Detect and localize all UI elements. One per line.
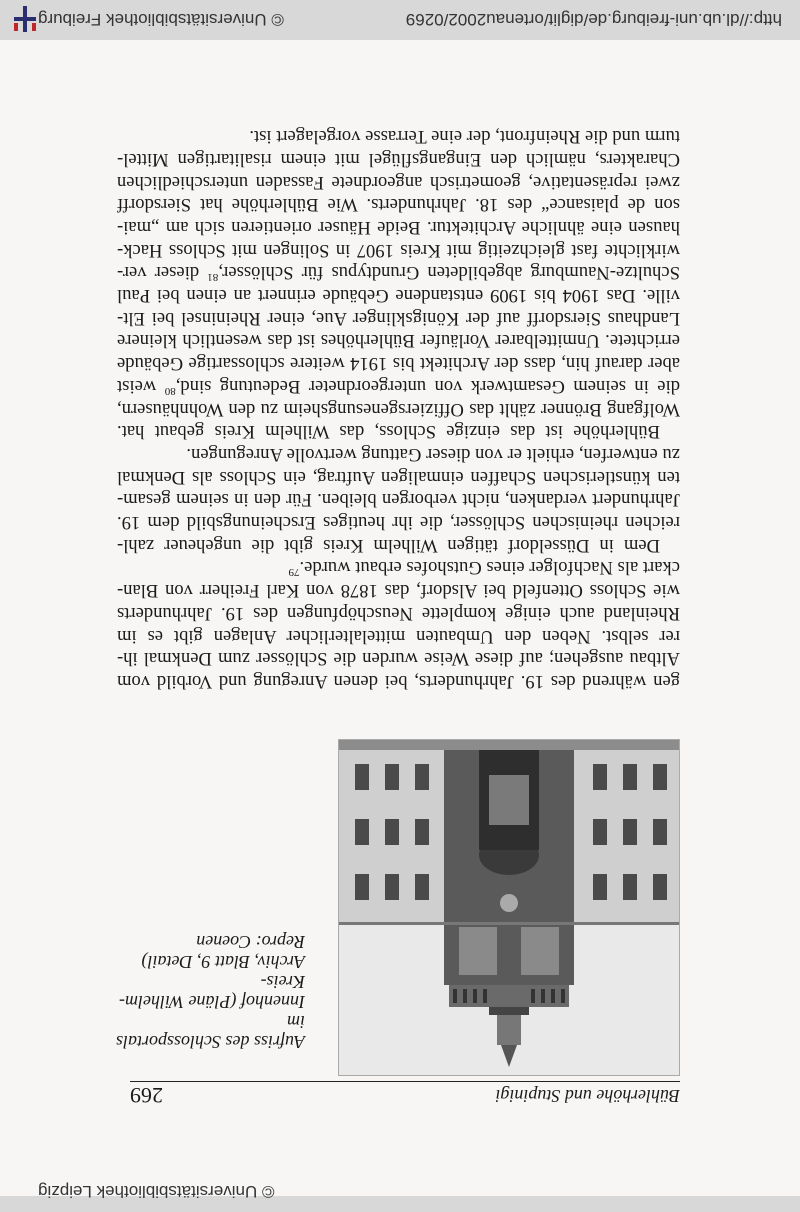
caption-line: Aufriss des Schlossportals im: [115, 1012, 305, 1052]
library-label-leipzig: © Universitätsbibliothek Leipzig: [38, 1182, 275, 1201]
text-line-content: Rheinland auch einige komplette Neuschöpfungen des 19. Jahrhunderts: [117, 602, 680, 624]
text-line-content: gen während des 19. Jahrhunderts, bei denen Anregung und Vorbild vom: [117, 671, 680, 692]
caption-line: Archiv, Blatt 9, Detail): [141, 952, 305, 972]
text-line-content: errichtete. Unmittelbarer Vorläufer Bühlerhöhes ist das wesentlich kleinere: [117, 330, 680, 352]
text-line: [117, 238, 680, 261]
text-line: [117, 306, 680, 329]
text-line: [117, 170, 680, 193]
text-line: [117, 556, 680, 579]
text-line-content: Landhaus Siersdorff auf der Königsklinger Aue, einer Rheininsel bei Elt-: [117, 307, 680, 329]
text-line: [117, 488, 680, 511]
page-header: [130, 1081, 680, 1108]
text-line-content: Altbau ausgehen; auf diese Weise wurden die Schlösser zum Denkmal ih-: [117, 648, 680, 670]
figure-caption: [105, 932, 305, 1052]
text-line-content: Dem in Düsseldorf tätigen Wilhelm Kreis gibt die ungeheuer zahl-: [117, 534, 660, 556]
text-line: [117, 510, 680, 533]
text-line: [117, 374, 680, 397]
text-line: [117, 261, 680, 284]
footnote-marker: 80: [164, 385, 176, 398]
library-logo-icon: [10, 4, 40, 34]
text-line-content: hausen eine ähnliche Architektur. Beide Häuser orientieren sich am „mai-: [117, 216, 680, 238]
source-url[interactable]: http://dl.ub.uni-freiburg.de/diglit/ortenau2002/0269: [405, 10, 782, 29]
text-line-content: zu entwerfen, erhielt er von dieser Gattung wertvolle Anregungen.: [186, 443, 680, 465]
text-line: [117, 442, 680, 465]
running-title: Bühlerhöhe und Stupinigi: [495, 1086, 680, 1106]
text-line-content: Jahrhundert verdanken, nicht verborgen bleiben. Für den in seinem gesam-: [117, 489, 680, 511]
library-label-freiburg: © Universitätsbibliothek Freiburg: [38, 10, 284, 29]
portal-elevation-figure: [338, 739, 680, 1076]
footnote-marker: 79: [288, 566, 300, 579]
text-line: [117, 147, 680, 170]
text-line-content: wie Schloss Ottenfeld bei Alsdorf, das 1878 von Karl Freiherr von Blan-: [117, 580, 680, 602]
text-line-content: ville. Das 1904 bis 1909 entstandene Gebäude erinnert an einen bei Paul: [117, 285, 680, 307]
text-line: [117, 624, 680, 647]
text-line: [117, 420, 680, 443]
text-line-content: turm und die Rheinfront, der eine Terrasse vorgelagert ist.: [249, 126, 680, 148]
text-line-content: ckart als Nachfolger eines Gutshofes erbaut wurde.: [299, 557, 680, 579]
text-line-content: son de plaisance“ des 18. Jahrhunderts. Wie Bühlerhöhe hat Siersdorff: [117, 194, 680, 216]
text-line-content: Schultze-Naumburg abgebildeten Grundtypus für Schlösser,: [218, 262, 680, 284]
caption-line: Repro: Coenen: [196, 932, 305, 952]
footnote-marker: 81: [207, 271, 219, 284]
text-line: [117, 124, 680, 147]
text-line-content: rer selbst. Neben den Umbauten mittelalterlicher Anlagen gibt es im: [117, 625, 680, 647]
text-line-content: ten künstlerischen Schaffen einmaligen Auftrag, ein Schloss als Denkmal: [117, 466, 680, 488]
text-line: [117, 601, 680, 624]
text-line: [117, 669, 680, 692]
text-line: [117, 533, 680, 556]
text-line-content: wirklichte fast gleichzeitig mit Kreis 1907 in Solingen mit Schloss Hack-: [117, 239, 680, 261]
portal-elevation-drawing: [339, 740, 679, 1075]
text-line: [117, 351, 680, 374]
caption-line: Innenhof (Pläne Wilhelm-Kreis-: [119, 972, 305, 1012]
text-line-content: die in seinem Gesamtwerk von untergeordneter Bedeutung sind,: [175, 375, 680, 397]
text-line-content: Wolfgang Brönner zählt das Offiziersgenesungsheim zu den Wohnhäusern,: [117, 398, 680, 420]
text-line-tail: weist: [117, 375, 165, 397]
scanner-bar-leipzig: [0, 1182, 800, 1212]
text-line: [117, 465, 680, 488]
text-line: [117, 215, 680, 238]
text-line: [117, 397, 680, 420]
text-line-content: reichen rheinischen Schlösser, die ihr heutiges Erscheinungsbild dem 19.: [117, 512, 680, 534]
text-line-content: Charakters, nämlich den Eingangsflügel mit einem risalitartigen Mittel-: [117, 148, 680, 170]
text-line: [117, 578, 680, 601]
scanner-bar-freiburg: [0, 0, 800, 40]
text-line: [117, 283, 680, 306]
text-line-content: Bühlerhöhe ist das einzige Schloss, das Wilhelm Kreis gebaut hat.: [117, 421, 660, 443]
text-line-content: aber darauf hin, dass der Architekt bis 1914 weitere schlossartige Gebäude: [117, 353, 680, 375]
text-line-content: zwei repräsentative, geometrisch angeordnete Fassaden unterschiedlichen: [117, 171, 680, 193]
text-line-tail: dieser ver-: [117, 262, 208, 284]
text-line: [117, 193, 680, 216]
text-line: [117, 329, 680, 352]
text-line: [117, 647, 680, 670]
body-text: [117, 124, 680, 692]
page-number: 269: [130, 1083, 163, 1108]
